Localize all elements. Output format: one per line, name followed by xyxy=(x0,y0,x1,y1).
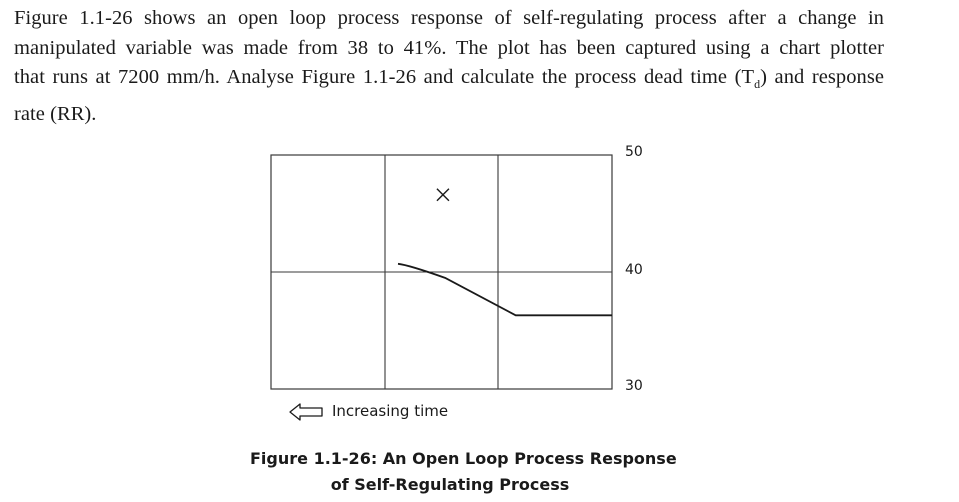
x-marker-0 xyxy=(437,189,449,201)
figure-caption xyxy=(250,446,677,498)
caption-line-1: Figure 1.1-26: An Open Loop Process Response xyxy=(250,449,677,468)
statement-line-1: Figure 1.1-26 shows an open loop process response of self-regulating process after a change in xyxy=(14,7,884,29)
y-tick-label-50: 50 xyxy=(625,144,643,160)
time-axis-label: Increasing time xyxy=(332,402,449,420)
y-tick-label-30: 30 xyxy=(625,378,643,394)
left-arrow-icon xyxy=(290,404,322,420)
statement-line-4: rate (RR). xyxy=(14,102,97,125)
statement-line-2: manipulated variable was made from 38 to 41%. The plot has been captured using a chart plotter xyxy=(14,36,884,59)
caption-line-2: of Self-Regulating Process xyxy=(330,475,570,494)
y-tick-label-40: 40 xyxy=(625,262,643,278)
statement-line-3: that runs at 7200 mm/h. Analyse Figure 1.1-26 and calculate the process dead time $(T_d)$ and response xyxy=(14,66,884,92)
